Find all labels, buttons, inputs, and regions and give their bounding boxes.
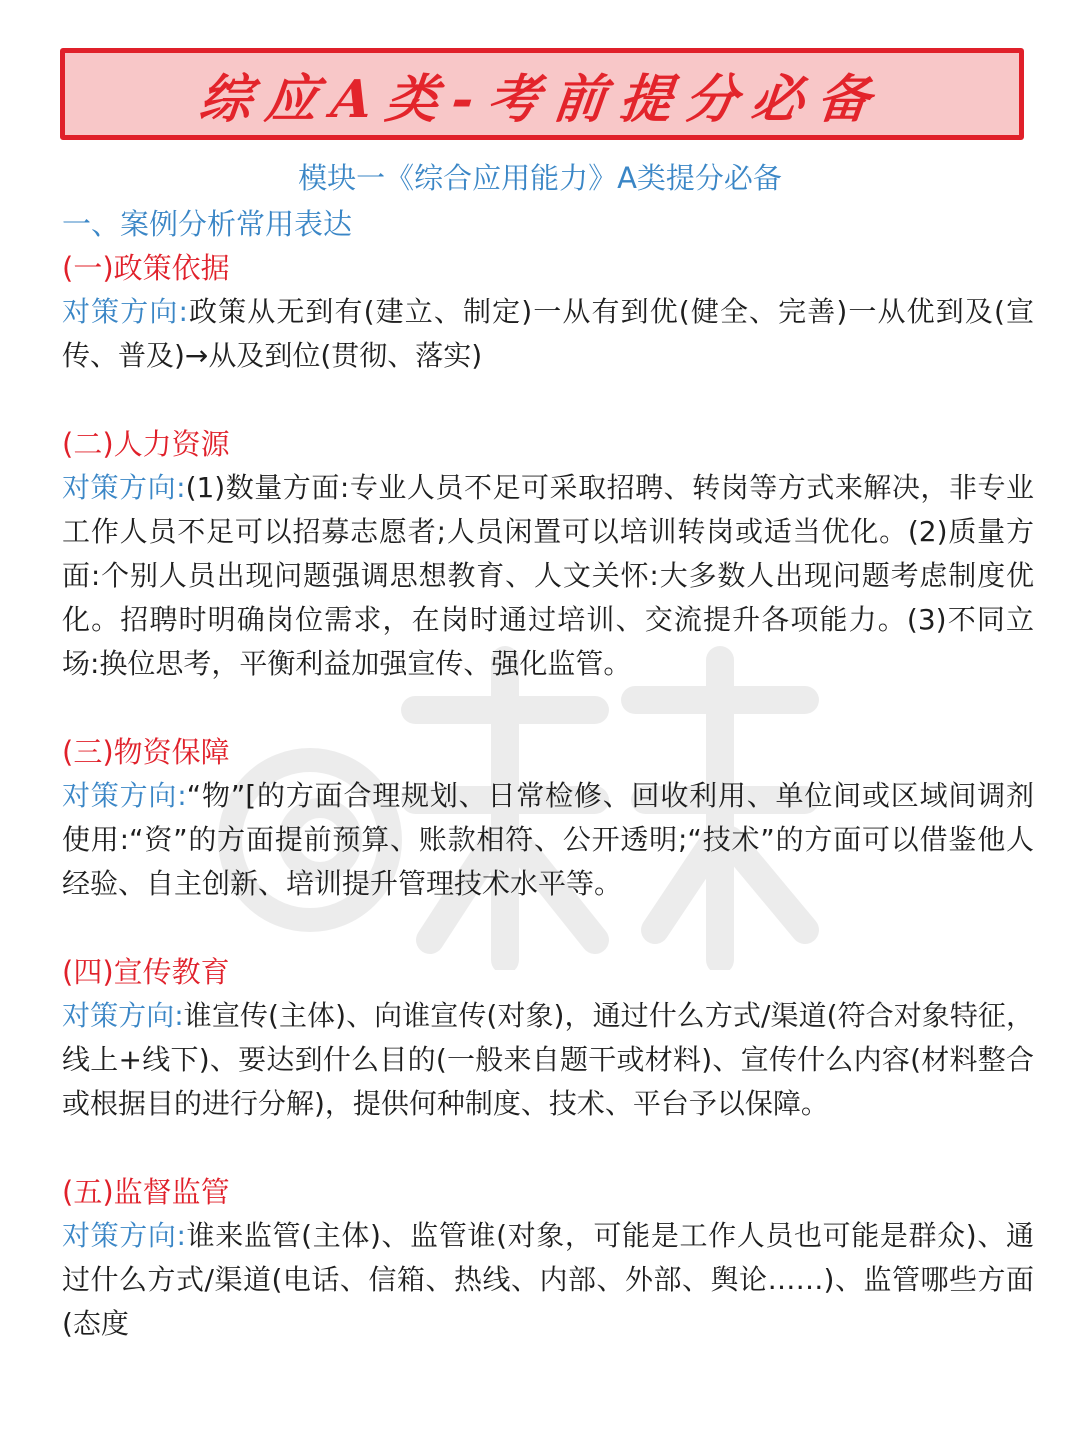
- module-subtitle: 模块一《综合应用能力》A类提分必备: [298, 161, 782, 195]
- strategy-lead-label: 对策方向:: [62, 999, 184, 1032]
- item-text: 谁来监管(主体)、监管谁(对象，可能是工作人员也可能是群众)、通过什么方式/渠道(电话、信箱、热线、内部、外部、舆论……)、监管哪些方面(态度: [62, 1219, 1035, 1340]
- item-text: 政策从无到有(建立、制定)一从有到优(健全、完善)一从优到及(宣传、普及)→从及到位(贯彻、落实): [62, 295, 1034, 372]
- strategy-lead-label: 对策方向:: [62, 295, 188, 328]
- item-text: “物”[的方面合理规划、日常检修、回收利用、单位间或区域间调剂使用:“资”的方面提前预算、账款相符、公开透明;“技术”的方面可以借鉴他人经验、自主创新、培训提升管理技术水平等。: [62, 779, 1034, 900]
- document-body: [62, 202, 1034, 1346]
- spacer: [62, 1126, 1034, 1170]
- strategy-lead-label: 对策方向:: [62, 471, 186, 504]
- spacer: [62, 378, 1034, 422]
- strategy-lead-label: 对策方向:: [62, 779, 187, 812]
- item-body-human-resources: [62, 466, 1034, 686]
- item-text: (1)数量方面:专业人员不足可采取招聘、转岗等方式来解决，非专业工作人员不足可以招募志愿者;人员闲置可以培训转岗或适当优化。(2)质量方面:个别人员出现问题强调思想教育、人文关怀:大多数人出现问题考虑制度优化。招聘时明确岗位需求，在岗时通过培训、交流提升各项能力。(3)不同立场:换位思考，平衡利益加强宣传、强化监管。: [62, 471, 1034, 680]
- strategy-lead-label: 对策方向:: [62, 1219, 186, 1252]
- item-body-supervision: [62, 1214, 1034, 1346]
- item-body-publicity-education: [62, 994, 1034, 1126]
- title-banner: [60, 48, 1024, 140]
- item-body-policy: [62, 290, 1034, 378]
- item-heading-publicity-education: (四)宣传教育: [62, 955, 230, 989]
- item-heading-material-support: (三)物资保障: [62, 735, 230, 769]
- spacer: [62, 686, 1034, 730]
- item-heading-supervision: (五)监督监管: [62, 1175, 230, 1209]
- section-heading: 一、案例分析常用表达: [62, 207, 353, 241]
- banner-title: 综应A类-考前提分必备: [196, 68, 887, 130]
- item-text: 谁宣传(主体)、向谁宣传(对象)，通过什么方式/渠道(符合对象特征，线上+线下)、要达到什么目的(一般来自题干或材料)、宣传什么内容(材料整合或根据目的进行分解)，提供何种制度、技术、平台予以保障。: [62, 999, 1034, 1120]
- item-heading-policy: (一)政策依据: [62, 251, 230, 285]
- item-heading-human-resources: (二)人力资源: [62, 427, 230, 461]
- item-body-material-support: [62, 774, 1034, 906]
- spacer: [62, 906, 1034, 950]
